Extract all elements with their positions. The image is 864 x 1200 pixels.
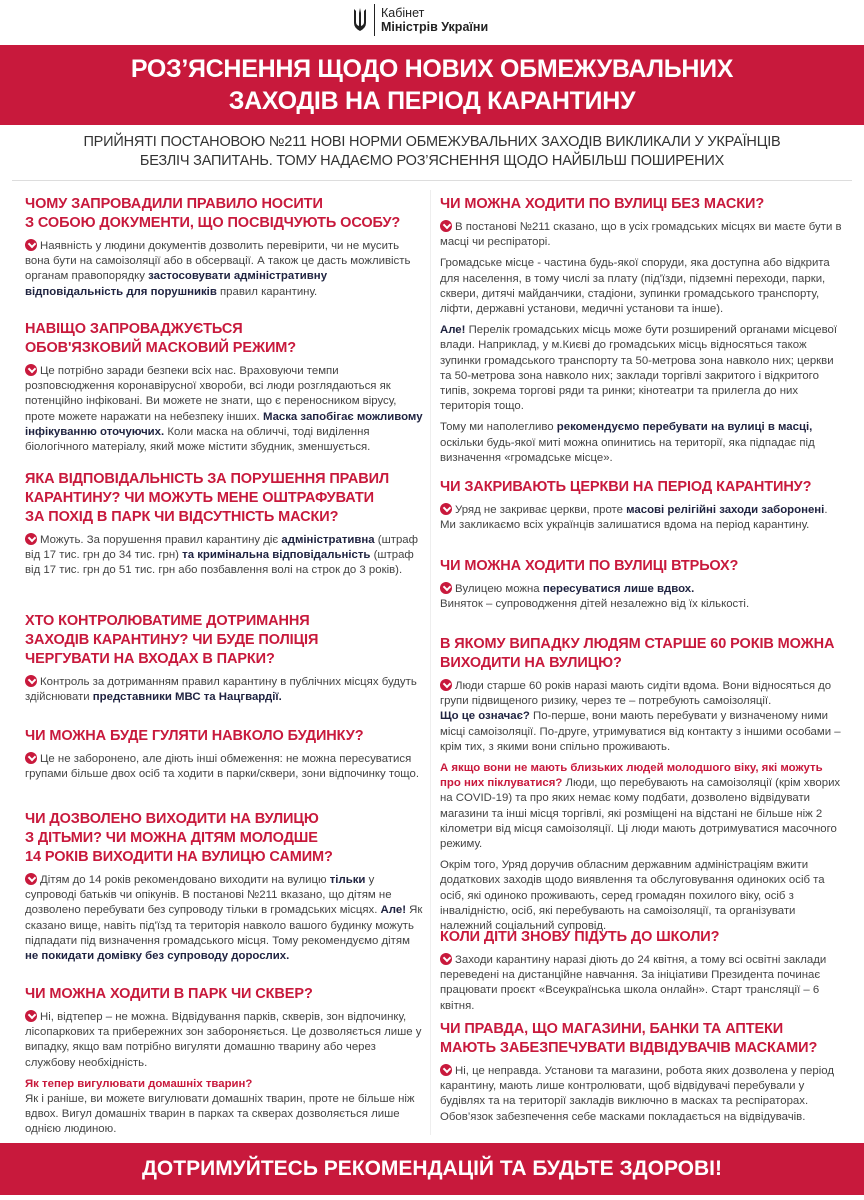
question-line: ЧЕРГУВАТИ НА ВХОДАХ В ПАРКИ? (25, 651, 275, 667)
answer-text: Це не заборонено, але діють інші обмеження: не можна пересуватися групами більше двох осіб та ходити в парки/сквери, зони відпочинку тощо. (25, 753, 420, 781)
qa-section (25, 985, 425, 1144)
question-heading (25, 985, 425, 1004)
question-line: КАРАНТИНУ? ЧИ МОЖУТЬ МЕНЕ ОШТРАФУВАТИ (25, 490, 374, 506)
question-line: З ДІТЬМИ? ЧИ МОЖНА ДІТЯМ МОЛОДШЕ (25, 830, 318, 846)
answer-paragraph (440, 256, 845, 317)
answer-paragraph (25, 873, 425, 964)
answer-paragraph (440, 420, 845, 466)
answer-paragraph (25, 675, 425, 705)
answer-text: Контроль за дотриманням правил карантину в публічних місцях будуть здійснювати (25, 676, 417, 704)
question-heading (440, 195, 845, 214)
check-circle-icon (440, 953, 452, 965)
question-line: ЧИ МОЖНА БУДЕ ГУЛЯТИ НАВКОЛО БУДИНКУ? (25, 728, 364, 744)
answer-text: В постанові №211 сказано, що в усіх громадських місцях ви маєте бути в масці чи респіраторі. (440, 221, 842, 249)
question-line: ЧИ ДОЗВОЛЕНО ВИХОДИТИ НА ВУЛИЦЮ (25, 811, 319, 827)
answer-text: Люди старше 60 років наразі мають сидіти вдома. Вони відносяться до групи підвищеного ризику, через те – потребують самоізоляції. (440, 680, 832, 708)
answer-text: Тому ми наполегливо (440, 421, 557, 434)
check-circle-icon (440, 679, 452, 691)
answer-text: . Ми закликаємо всіх українців залишатися вдома на період карантину. (440, 504, 828, 532)
check-circle-icon (25, 873, 37, 885)
qa-section (440, 928, 845, 1020)
answer-text: Окрім того, Уряд доручив обласним державним адміністраціям вжити додаткових заходів щодо виявлення та обслуговування одиноких осіб та осіб, які одиноко проживають, серед громадян похилого віку, осіб з інвалідністю, осіб, які перебувають на самоізоляції, та організувати належний соціальний супровід. (440, 859, 825, 933)
emphasis-text: Що це означає? (440, 710, 530, 723)
question-heading (25, 195, 425, 233)
answer-paragraph (440, 323, 845, 414)
answer-text: Виняток – супроводження дітей незалежно від їх кількості. (440, 598, 750, 611)
org-name-line2: Міністрів України (381, 20, 489, 34)
question-line: ЧОМУ ЗАПРОВАДИЛИ ПРАВИЛО НОСИТИ (25, 196, 323, 212)
answer-text: (штраф від 17 тис. грн до 51 тис. грн або позбавлення волі на строк до 3 років). (25, 549, 414, 577)
emphasis-text: Маска запобігає можливому інфікуванню оточуючих. (25, 410, 423, 438)
page-title-line1: РОЗ’ЯСНЕННЯ ЩОДО НОВИХ ОБМЕЖУВАЛЬНИХ (130, 55, 734, 83)
answer-text: Ні, відтепер – не можна. Відвідування парків, скверів, зон відпочинку, лісопаркових та прибережних зон забороняється. Це дозволяється лише у випадку, якщо вам потрібно вигуляти домашню тварину або через службову необхідність. (25, 1011, 422, 1069)
answer-text: Заходи карантину наразі діють до 24 квітня, а тому всі освітні заклади переведені на дистанційне навчання. За ініціативи Президента починає працювати проєкт «Всеукраїнська школа онлайн». Старт трансляції – 6 квітня. (440, 954, 827, 1012)
answer-text: Люди, що перебувають на самоізоляції (крім хворих на COVID-19) та про яких немає кому подбати, дозволено відвідувати магазини та інші місця торгівлі, які розміщені на відстані не більше ніж 2 кілометри від місця самоізоляції. Ці люди мають дотримуватися масочного режиму. (440, 777, 841, 851)
answer-text: (штраф від 17 тис. грн до 34 тис. грн) (25, 534, 418, 562)
title-banner (0, 45, 864, 125)
qa-section (25, 470, 425, 585)
answer-paragraph (440, 582, 845, 612)
answer-paragraph (25, 752, 425, 782)
check-circle-icon (25, 239, 37, 251)
question-line: ЧИ ЗАКРИВАЮТЬ ЦЕРКВИ НА ПЕРІОД КАРАНТИНУ? (440, 479, 812, 495)
qa-section (440, 1020, 845, 1131)
answer-paragraph (440, 761, 845, 852)
check-circle-icon (25, 533, 37, 545)
emphasis-text: рекомендуємо перебувати на вулиці в масці, (556, 421, 813, 434)
qa-section (25, 320, 425, 461)
question-line: МАЮТЬ ЗАБЕЗПЕЧУВАТИ ВІДВІДУВАЧІВ МАСКАМИ? (440, 1040, 818, 1056)
footer-text: ДОТРИМУЙТЕСЬ РЕКОМЕНДАЦІЙ ТА БУДЬТЕ ЗДОРОВІ! (141, 1157, 723, 1180)
question-line: ХТО КОНТРОЛЮВАТИМЕ ДОТРИМАННЯ (25, 613, 310, 629)
check-circle-icon (440, 582, 452, 594)
subquestion-text: Як тепер вигулювати домашніх тварин? (25, 1077, 253, 1090)
question-line: ЯКА ВІДПОВІДАЛЬНІСТЬ ЗА ПОРУШЕННЯ ПРАВИЛ (25, 471, 390, 487)
check-circle-icon (25, 364, 37, 376)
answer-paragraph (25, 533, 425, 579)
emphasis-text: Але! (380, 904, 406, 917)
footer-banner (0, 1143, 864, 1195)
subtitle (0, 133, 864, 171)
question-heading (440, 478, 845, 497)
answer-text: Коли маска на обличчі, тоді виділення біологічного матеріалу, який може містити збудник, зменшується. (25, 425, 371, 454)
answer-text: Громадське місце - частина будь-якої споруди, яка доступна або відкрита для населення, в тому числі за плату (під'їзди, підземні переходи, парки, сквери, дитячі майданчики, стадіони, зупинки громадського транспорту, ліфти, державні установи, медичні установи та інше). (440, 257, 830, 316)
answer-paragraph (440, 679, 845, 755)
page-title-line2: ЗАХОДІВ НА ПЕРІОД КАРАНТИНУ (228, 87, 636, 115)
qa-section (440, 635, 845, 940)
question-heading (25, 320, 425, 358)
header-divider (12, 180, 852, 181)
qa-section (25, 727, 425, 788)
question-line: ОБОВ'ЯЗКОВИЙ МАСКОВИЙ РЕЖИМ? (25, 340, 297, 356)
question-line: ЧИ МОЖНА ХОДИТИ ПО ВУЛИЦІ ВТРЬОХ? (440, 558, 739, 574)
question-line: В ЯКОМУ ВИПАДКУ ЛЮДЯМ СТАРШЕ 60 РОКІВ МОЖНА (440, 636, 835, 652)
emphasis-text: та кримінальна відповідальність (182, 549, 371, 562)
check-circle-icon (440, 503, 452, 515)
check-circle-icon (440, 1064, 452, 1076)
answer-paragraph (440, 1064, 845, 1125)
check-circle-icon (25, 1010, 37, 1022)
emphasis-text: не покидати домівку без супроводу дорослих. (25, 950, 290, 963)
qa-section (440, 478, 845, 539)
check-circle-icon (440, 220, 452, 232)
answer-text: Дітям до 14 років рекомендовано виходити на вулицю (40, 874, 330, 886)
question-line: 14 РОКІВ ВИХОДИТИ НА ВУЛИЦЮ САМИМ? (25, 849, 333, 865)
subtitle-line2: БЕЗЛІЧ ЗАПИТАНЬ. ТОМУ НАДАЄМО РОЗ’ЯСНЕННЯ ЩОДО НАЙБІЛЬШ ПОШИРЕНИХ (139, 153, 725, 169)
question-heading (25, 810, 425, 867)
emphasis-text: представники МВС та Нацгвардії. (92, 691, 282, 704)
answer-text: Наявність у людини документів дозволить перевірити, чи не мусить вона бути на самоізоляції або в обсервації. А також це дасть можливість органам правопорядку (25, 240, 411, 283)
answer-text: оскільки будь-якої миті можна опинитись на території, яка підпадає під визначення «громадське місце». (440, 436, 815, 464)
answer-text: Як сказано вище, навіть під'їзд та територія навколо вашого будинку можуть підпадати під визначення громадського місця. Тому рекомендуємо дітям (25, 904, 423, 947)
answer-paragraph (440, 858, 845, 934)
question-heading (25, 612, 425, 669)
emphasis-text: адміністративна (281, 534, 375, 546)
answer-text: Як і раніше, ви можете вигулювати домашніх тварин, проте не більше ніж вдвох. Вигул домашніх тварин в парках та скверах дозволяється лише однією людиною. (25, 1093, 415, 1136)
answer-text: Уряд не закриває церкви, проте (455, 504, 627, 516)
question-line: ЗАХОДІВ КАРАНТИНУ? ЧИ БУДЕ ПОЛІЦІЯ (25, 632, 319, 648)
answer-text: По-перше, вони мають перебувати у визначеному ними місці самоізоляції. По-друге, утримуватися від контакту з іншими особами – крім тих, з якими вони спільно проживають. (440, 710, 841, 753)
question-line: З СОБОЮ ДОКУМЕНТИ, ЩО ПОСВІДЧУЮТЬ ОСОБУ? (25, 215, 401, 231)
question-heading (440, 928, 845, 947)
answer-text: у супроводі батьків чи опікунів. В постанові №211 вказано, що дітям не дозволено перебувати без супроводу тільки в громадських місцях. (25, 874, 392, 917)
check-circle-icon (25, 675, 37, 687)
emphasis-text: пересуватися лише вдвох. (542, 583, 695, 595)
org-name-line1: Кабінет (381, 6, 425, 20)
qa-section (25, 810, 425, 970)
answer-paragraph (440, 220, 845, 250)
qa-section (440, 557, 845, 618)
answer-paragraph (440, 953, 845, 1014)
question-line: НАВІЩО ЗАПРОВАДЖУЄТЬСЯ (25, 321, 243, 337)
answer-text: правил карантину. (216, 285, 318, 298)
column-divider (430, 190, 431, 1135)
answer-paragraph (25, 1010, 425, 1071)
emphasis-text: Але! (440, 324, 466, 337)
subquestion-text: А якщо вони не мають близьких людей молодшого віку, які можуть про них піклуватися? (440, 762, 823, 790)
qa-section (25, 195, 425, 306)
qa-section (25, 612, 425, 711)
question-heading (25, 727, 425, 746)
question-line: ЧИ ПРАВДА, ЩО МАГАЗИНИ, БАНКИ ТА АПТЕКИ (440, 1021, 784, 1037)
emphasis-text: масові релігійні заходи заборонені (626, 504, 825, 516)
emphasis-text: застосовувати адміністративну відповідальність для порушників (25, 270, 328, 298)
government-logo (352, 4, 488, 36)
question-line: ЧИ МОЖНА ХОДИТИ В ПАРК ЧИ СКВЕР? (25, 986, 313, 1002)
answer-text: Ні, це неправда. Установи та магазини, робота яких дозволена у період карантину, мають лише контролювати, щоб відвідувачі перебували у будівлях та на території закладів виключно в масках та респіраторах. Обов’язок забезпечення себе масками покладається на відвідувачів. (440, 1065, 834, 1123)
answer-text: Перелік громадських місць може бути розширений органами місцевої влади. Наприклад, у м.Києві до громадських місць відносяться також зупинки громадського транспорту та 50-метрова зона навколо них; церкви та 50-метрова зона навколо них; заклади торгівлі закритого і відкритого типів, зокрема торгові ряди та ринки; кінотеатри та прилегла до них територія тощо. (440, 324, 837, 413)
subtitle-line1: ПРИЙНЯТІ ПОСТАНОВОЮ №211 НОВІ НОРМИ ОБМЕЖУВАЛЬНИХ ЗАХОДІВ ВИКЛИКАЛИ У УКРАЇНЦІВ (83, 134, 781, 150)
question-line: ВИХОДИТИ НА ВУЛИЦЮ? (440, 655, 622, 671)
check-circle-icon (25, 752, 37, 764)
question-heading (440, 1020, 845, 1058)
question-line: ЗА ПОХІД В ПАРК ЧИ ВІДСУТНІСТЬ МАСКИ? (25, 509, 339, 525)
answer-text: Вулицею можна (455, 583, 543, 595)
qa-section (440, 195, 845, 472)
emphasis-text: тільки (329, 874, 366, 886)
answer-text: Можуть. За порушення правил карантину діє (40, 534, 282, 546)
logo-divider (374, 4, 375, 36)
question-line: КОЛИ ДІТИ ЗНОВУ ПІДУТЬ ДО ШКОЛИ? (440, 929, 720, 945)
answer-text: Це потрібно заради безпеки всіх нас. Враховуючи темпи розповсюдження коронавірусної хвороби, всі люди розглядаються як потенційно інфіковані. Ви можете не знати, що є переносником вірусу, проте можете наражати на небезпеку інших. (25, 365, 397, 423)
question-heading (440, 635, 845, 673)
answer-paragraph (25, 239, 425, 300)
question-heading (25, 470, 425, 527)
answer-paragraph (25, 1077, 425, 1138)
answer-paragraph (440, 503, 845, 533)
trident-icon (352, 7, 368, 33)
question-heading (440, 557, 845, 576)
answer-paragraph (25, 364, 425, 455)
question-line: ЧИ МОЖНА ХОДИТИ ПО ВУЛИЦІ БЕЗ МАСКИ? (440, 196, 765, 212)
